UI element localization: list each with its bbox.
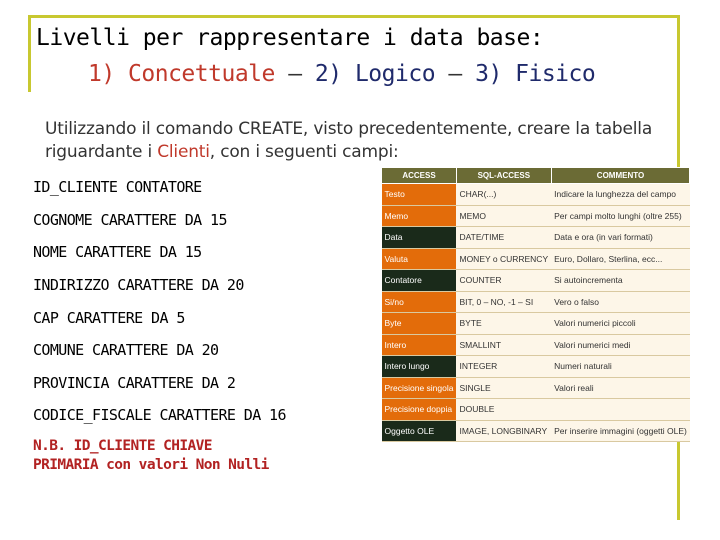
header-access: ACCESS: [382, 168, 457, 184]
type-comment-cell: Per campi molto lunghi (oltre 255): [551, 205, 690, 227]
type-access-cell: Data: [382, 227, 457, 249]
note-line1: N.B. ID_CLIENTE CHIAVE: [33, 438, 212, 454]
type-access-cell: Testo: [382, 184, 457, 206]
data-types-table: [381, 167, 690, 442]
title-dash: –: [435, 61, 476, 87]
type-sql-cell: SINGLE: [456, 377, 551, 399]
type-access-cell: Oggetto OLE: [382, 420, 457, 442]
type-access-cell: Byte: [382, 313, 457, 335]
intro-part2: , con i seguenti campi:: [209, 142, 399, 162]
type-comment-cell: Euro, Dollaro, Sterlina, ecc...: [551, 248, 690, 270]
type-comment-cell: Data e ora (in vari formati): [551, 227, 690, 249]
table-row: [382, 227, 690, 249]
type-comment-cell: Indicare la lunghezza del campo: [551, 184, 690, 206]
level-logical: 2) Logico: [314, 61, 436, 87]
field-item: INDIRIZZO CARATTERE DA 20: [33, 276, 244, 294]
type-sql-cell: SMALLINT: [456, 334, 551, 356]
frame-left-line: [28, 15, 31, 92]
table-row: [382, 205, 690, 227]
title-dash: –: [274, 61, 315, 87]
table-row: [382, 377, 690, 399]
table-row: [382, 248, 690, 270]
type-comment-cell: Per inserire immagini (oggetti OLE): [551, 420, 690, 442]
header-sql-access: SQL-ACCESS: [456, 168, 551, 184]
type-comment-cell: Valori reali: [551, 377, 690, 399]
note-line2: PRIMARIA con valori Non Nulli: [33, 457, 269, 473]
header-commento: COMMENTO: [551, 168, 690, 184]
type-sql-cell: DATE/TIME: [456, 227, 551, 249]
table-row: [382, 184, 690, 206]
type-comment-cell: Numeri naturali: [551, 356, 690, 378]
field-item: COGNOME CARATTERE DA 15: [33, 211, 227, 229]
intro-part1: Utilizzando il comando CREATE, visto precedentemente, creare la tabella riguardante i: [45, 119, 653, 162]
type-access-cell: Precisione singola: [382, 377, 457, 399]
slide-title-line2: [88, 61, 595, 87]
field-item: ID_CLIENTE CONTATORE: [33, 178, 202, 196]
type-sql-cell: INTEGER: [456, 356, 551, 378]
intro-highlight: Clienti: [157, 142, 210, 162]
table-row: [382, 291, 690, 313]
table-row: [382, 270, 690, 292]
type-comment-cell: Vero o falso: [551, 291, 690, 313]
intro-text: [45, 118, 675, 164]
type-access-cell: Contatore: [382, 270, 457, 292]
type-comment-cell: Valori numerici piccoli: [551, 313, 690, 335]
type-sql-cell: MEMO: [456, 205, 551, 227]
type-sql-cell: CHAR(...): [456, 184, 551, 206]
slide-title-line1: Livelli per rappresentare i data base:: [36, 25, 544, 51]
type-comment-cell: [551, 399, 690, 421]
type-sql-cell: MONEY o CURRENCY: [456, 248, 551, 270]
note-primary-key: [33, 437, 269, 475]
type-access-cell: Si/no: [382, 291, 457, 313]
type-sql-cell: COUNTER: [456, 270, 551, 292]
type-comment-cell: Valori numerici medi: [551, 334, 690, 356]
field-item: PROVINCIA CARATTERE DA 2: [33, 374, 236, 392]
type-access-cell: Intero lungo: [382, 356, 457, 378]
table-row: [382, 313, 690, 335]
type-access-cell: Intero: [382, 334, 457, 356]
type-sql-cell: IMAGE, LONGBINARY: [456, 420, 551, 442]
type-sql-cell: DOUBLE: [456, 399, 551, 421]
table-header-row: [382, 168, 690, 184]
type-sql-cell: BIT, 0 – NO, -1 – SI: [456, 291, 551, 313]
table-row: [382, 420, 690, 442]
table-row: [382, 334, 690, 356]
field-item: NOME CARATTERE DA 15: [33, 243, 202, 261]
type-access-cell: Valuta: [382, 248, 457, 270]
field-item: CODICE_FISCALE CARATTERE DA 16: [33, 406, 286, 424]
level-physical: 3) Fisico: [475, 61, 596, 87]
table-row: [382, 399, 690, 421]
field-item: CAP CARATTERE DA 5: [33, 309, 185, 327]
type-access-cell: Precisione doppia: [382, 399, 457, 421]
type-sql-cell: BYTE: [456, 313, 551, 335]
type-access-cell: Memo: [382, 205, 457, 227]
field-item: COMUNE CARATTERE DA 20: [33, 341, 219, 359]
frame-top-line: [28, 15, 680, 18]
level-conceptual: 1) Concettuale: [88, 61, 275, 87]
type-comment-cell: Si autoincrementa: [551, 270, 690, 292]
table-row: [382, 356, 690, 378]
